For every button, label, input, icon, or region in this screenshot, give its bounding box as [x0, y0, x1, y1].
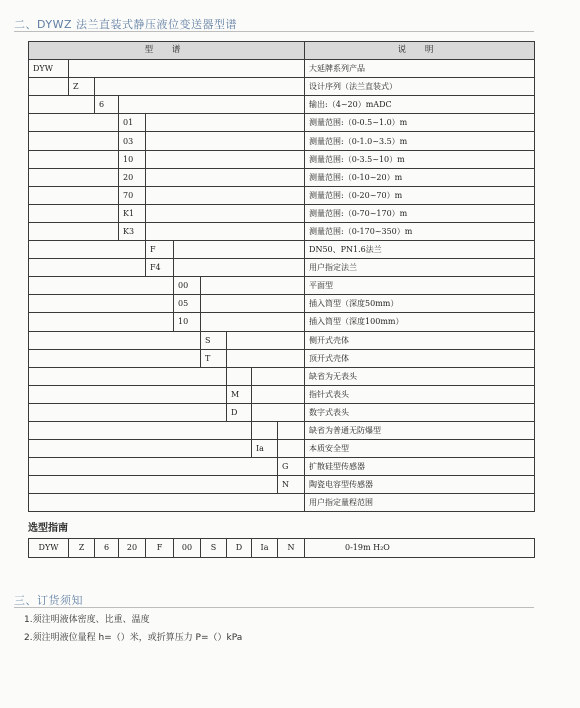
spec-row: [29, 295, 535, 313]
section-3-title: 三、订货须知: [14, 594, 83, 607]
spec-code: N: [278, 476, 305, 494]
spec-trail: [95, 78, 305, 96]
spec-trail: [146, 204, 305, 222]
spec-row: [29, 277, 535, 295]
spec-description: 测量范围:（0-3.5~10）m: [305, 150, 535, 168]
spec-row: [29, 60, 535, 78]
spec-code: T: [201, 349, 227, 367]
spec-row: [29, 168, 535, 186]
guide-code-cell: 20: [119, 539, 146, 558]
header-model: 型 谱: [29, 42, 305, 60]
spec-trail: [227, 349, 305, 367]
spec-code: S: [201, 331, 227, 349]
guide-range-cell: 0-19m H₂O: [305, 539, 535, 558]
spec-trail: [252, 367, 305, 385]
spec-indent: [29, 458, 278, 476]
spec-trail: [252, 403, 305, 421]
spec-description: 用户指定量程范围: [305, 494, 535, 512]
spec-row: [29, 331, 535, 349]
spec-code: 10: [119, 150, 146, 168]
spec-code: M: [227, 385, 252, 403]
spec-indent: [29, 96, 95, 114]
order-note-2: 2.须注明液位量程 h=（）米，或折算压力 P=（）kPa: [24, 633, 243, 643]
spec-trail: [278, 440, 305, 458]
spec-indent: [29, 277, 174, 295]
spec-row: [29, 494, 535, 512]
spec-description: 用户指定法兰: [305, 259, 535, 277]
spec-row: [29, 204, 535, 222]
spec-row: [29, 403, 535, 421]
header-description: 说 明: [305, 42, 535, 60]
spec-trail: [146, 114, 305, 132]
spec-indent: [29, 421, 252, 439]
spec-code: [227, 367, 252, 385]
guide-code-cell: 00: [174, 539, 201, 558]
spec-code: 70: [119, 186, 146, 204]
spec-indent: [29, 186, 119, 204]
spec-indent: [29, 168, 119, 186]
spec-indent: [29, 367, 227, 385]
spec-row: [29, 421, 535, 439]
spec-code: [252, 421, 278, 439]
spec-code: 10: [174, 313, 201, 331]
guide-code-cell: Z: [69, 539, 95, 558]
spec-row: [29, 385, 535, 403]
spec-code: 03: [119, 132, 146, 150]
spec-description: DN50、PN1.6法兰: [305, 241, 535, 259]
guide-code-cell: DYW: [29, 539, 69, 558]
guide-code-cell: D: [227, 539, 252, 558]
spec-code: Z: [69, 78, 95, 96]
order-note-1: 1.须注明液体密度、比重、温度: [24, 615, 150, 625]
spec-code: DYW: [29, 60, 69, 78]
spec-trail: [252, 385, 305, 403]
spec-description: 顶开式壳体: [305, 349, 535, 367]
spec-row: [29, 186, 535, 204]
spec-trail: [69, 60, 305, 78]
spec-trail: [146, 132, 305, 150]
spec-code: F: [146, 241, 174, 259]
spec-code: 01: [119, 114, 146, 132]
section-3-rule: [14, 607, 534, 608]
spec-description: 侧开式壳体: [305, 331, 535, 349]
spec-indent: [29, 204, 119, 222]
spec-trail: [227, 331, 305, 349]
spec-description: 测量范围:（0-1.0~3.5）m: [305, 132, 535, 150]
spec-description: 本质安全型: [305, 440, 535, 458]
spec-row: [29, 259, 535, 277]
spec-indent: [29, 241, 146, 259]
spec-trail: [146, 186, 305, 204]
spec-description: 平面型: [305, 277, 535, 295]
spec-row: [29, 440, 535, 458]
spec-code: 6: [95, 96, 119, 114]
spec-code: 20: [119, 168, 146, 186]
spec-indent: [29, 349, 201, 367]
guide-code-cell: N: [278, 539, 305, 558]
spec-description: 陶瓷电容型传感器: [305, 476, 535, 494]
spec-trail: [174, 259, 305, 277]
spec-row: [29, 150, 535, 168]
spec-row: [29, 313, 535, 331]
spec-indent: [29, 150, 119, 168]
spec-description: 插入筒型（深度50mm）: [305, 295, 535, 313]
spec-description: 数字式表头: [305, 403, 535, 421]
spec-code: 05: [174, 295, 201, 313]
spec-indent: [29, 476, 278, 494]
spec-row: [29, 96, 535, 114]
spec-description: 输出:（4~20）mADC: [305, 96, 535, 114]
spec-description: 测量范围:（0-170~350）m: [305, 222, 535, 240]
spec-indent: [29, 295, 174, 313]
selection-guide-table: [28, 538, 535, 558]
spec-description: 指针式表头: [305, 385, 535, 403]
spec-trail: [174, 241, 305, 259]
spec-row: [29, 222, 535, 240]
guide-code-cell: Ia: [252, 539, 278, 558]
spec-code: G: [278, 458, 305, 476]
section-2-title: 二、DYWZ 法兰直装式静压液位变送器型谱: [14, 18, 237, 31]
spec-indent: [29, 313, 174, 331]
spec-description: 测量范围:（0-10~20）m: [305, 168, 535, 186]
spec-trail: [146, 150, 305, 168]
selection-guide-title: 选型指南: [28, 523, 68, 534]
spec-indent: [29, 114, 119, 132]
spec-description: 缺省为普通无防爆型: [305, 421, 535, 439]
guide-code-cell: 6: [95, 539, 119, 558]
spec-row: [29, 458, 535, 476]
spec-indent: [29, 440, 252, 458]
spec-description: 扩散硅型传感器: [305, 458, 535, 476]
spec-indent: [29, 331, 201, 349]
spec-trail: [278, 421, 305, 439]
spec-trail: [119, 96, 305, 114]
spec-indent: [29, 403, 227, 421]
spec-indent: [29, 132, 119, 150]
spec-description: 缺省为无表头: [305, 367, 535, 385]
spec-indent: [29, 222, 119, 240]
spec-description: 插入筒型（深度100mm）: [305, 313, 535, 331]
spec-trail: [146, 222, 305, 240]
spec-description: 大延牌系列产品: [305, 60, 535, 78]
spec-code: F4: [146, 259, 174, 277]
guide-code-cell: F: [146, 539, 174, 558]
spec-indent: [29, 385, 227, 403]
guide-code-cell: S: [201, 539, 227, 558]
spec-code: K1: [119, 204, 146, 222]
spec-trail: [201, 313, 305, 331]
spec-code: K3: [119, 222, 146, 240]
spec-row: [29, 78, 535, 96]
spec-trail: [201, 295, 305, 313]
spec-description: 测量范围:（0-20~70）m: [305, 186, 535, 204]
spec-code: Ia: [252, 440, 278, 458]
spec-row: [29, 132, 535, 150]
spec-code-blank: [29, 494, 305, 512]
spec-row: [29, 114, 535, 132]
spec-code: D: [227, 403, 252, 421]
spec-description: 测量范围:（0-0.5~1.0）m: [305, 114, 535, 132]
spec-row: [29, 241, 535, 259]
spec-trail: [201, 277, 305, 295]
title-rule: [14, 31, 534, 32]
model-spec-table: [28, 41, 535, 512]
spec-row: [29, 476, 535, 494]
spec-code: 00: [174, 277, 201, 295]
spec-description: 设计序列（法兰直装式）: [305, 78, 535, 96]
spec-row: [29, 367, 535, 385]
spec-description: 测量范围:（0-70~170）m: [305, 204, 535, 222]
spec-indent: [29, 78, 69, 96]
spec-trail: [146, 168, 305, 186]
spec-row: [29, 349, 535, 367]
spec-indent: [29, 259, 146, 277]
